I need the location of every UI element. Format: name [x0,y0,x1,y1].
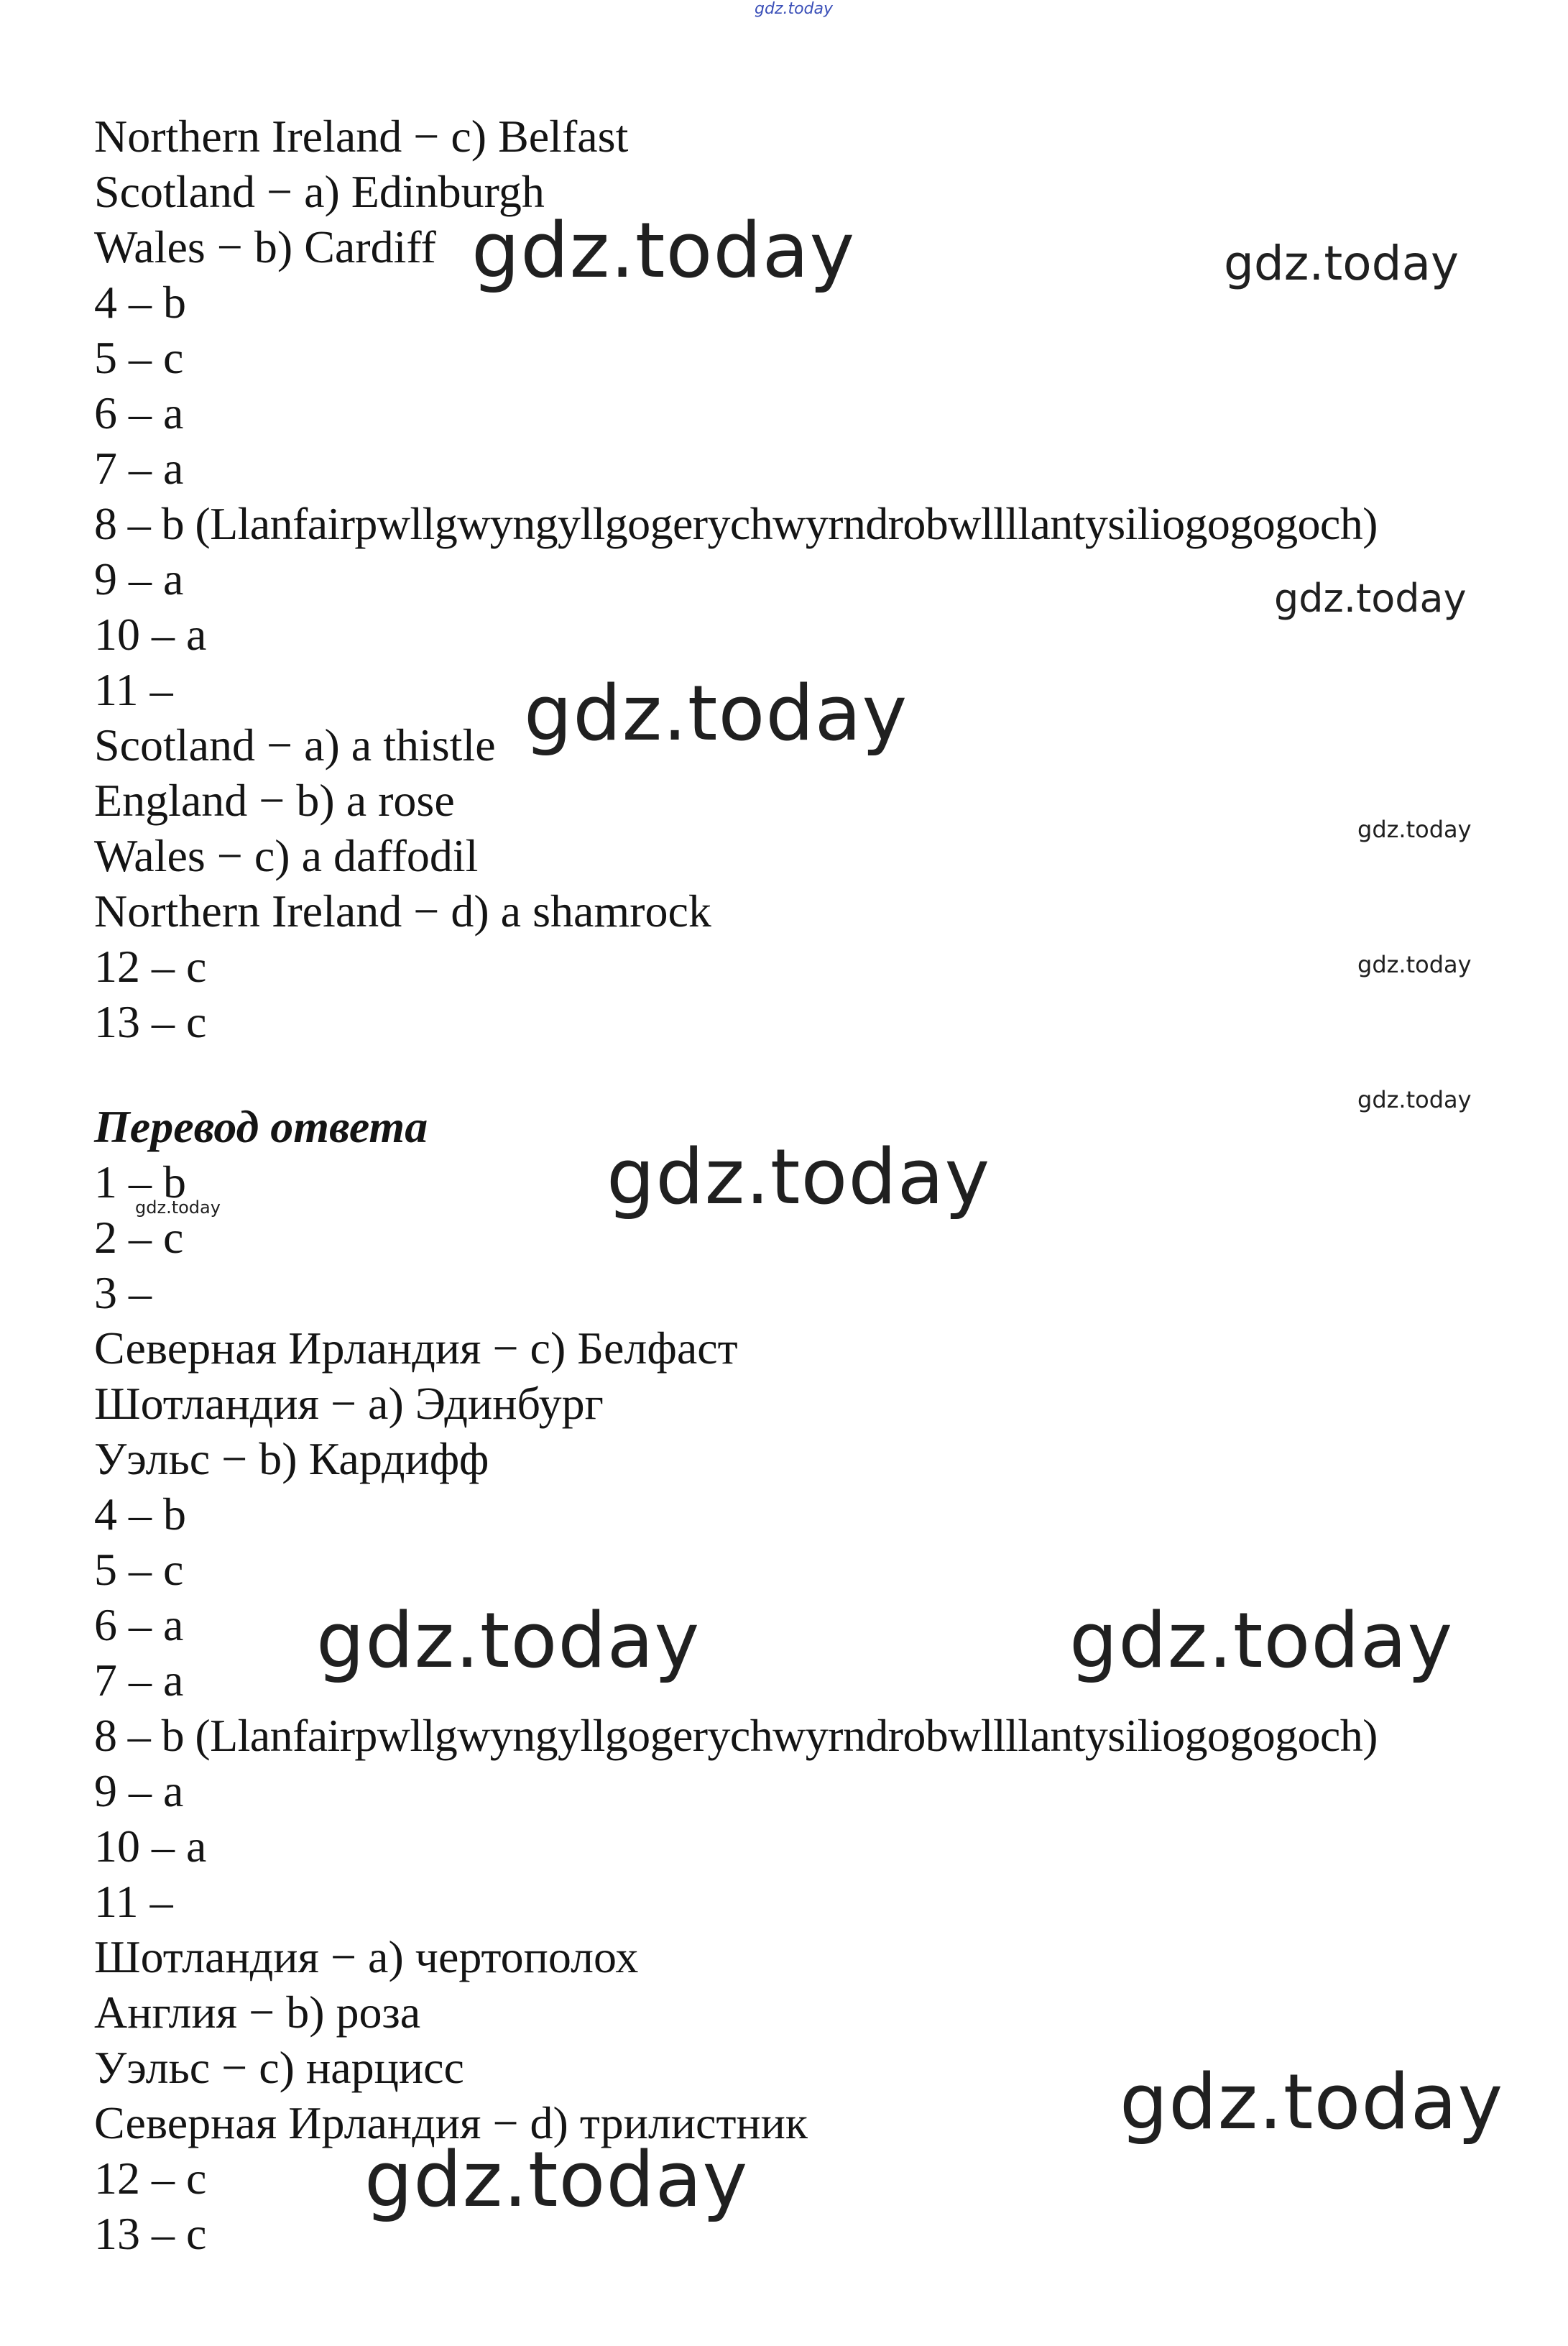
watermark: gdz.today [1274,576,1467,621]
translation-line: 7 – a [94,1655,184,1706]
translation-line: 4 – b [94,1489,186,1540]
translation-line: 9 – a [94,1765,184,1816]
translation-heading: Перевод ответа [94,1101,428,1152]
watermark: gdz.today [1357,816,1472,843]
answer-line: Northern Ireland − c) Belfast [94,111,629,162]
translation-line: 11 – [94,1876,173,1927]
answer-line: 10 – a [94,609,207,660]
translation-line: Северная Ирландия − d) трилистник [94,2097,808,2148]
translation-line: 2 – c [94,1212,184,1263]
translation-line: 6 – a [94,1599,184,1650]
answer-line: 4 – b [94,277,186,328]
answer-line: Scotland − a) Edinburgh [94,166,545,217]
answer-line: Scotland − a) a thistle [94,719,496,770]
watermark-top: gdz.today [755,0,834,18]
watermark: gdz.today [1224,236,1459,291]
translation-line: 12 – c [94,2153,207,2204]
translation-line: 1 – b [94,1156,186,1208]
translation-line: Шотландия − а) Эдинбург [94,1378,604,1429]
watermark: gdz.today [524,669,908,758]
translation-line: Шотландия − а) чертополох [94,1931,639,1982]
answer-line: 9 – a [94,553,184,604]
watermark: gdz.today [1069,1596,1454,1685]
translation-line: 13 – c [94,2208,207,2259]
translation-line: 10 – a [94,1821,207,1872]
watermark: gdz.today [471,206,856,295]
watermark: gdz.today [1357,951,1472,978]
answer-line: 11 – [94,664,173,715]
answer-line: 5 – c [94,332,184,383]
watermark: gdz.today [316,1596,701,1685]
answer-line: Northern Ireland − d) a shamrock [94,886,711,937]
watermark: gdz.today [607,1133,991,1221]
watermark: gdz.today [1120,2058,1504,2146]
answer-line: 13 – c [94,996,207,1047]
answer-line: Wales − c) a daffodil [94,830,479,881]
watermark: gdz.today [1357,1086,1472,1113]
answer-line: Wales − b) Cardiff [94,221,436,272]
translation-line: 3 – [94,1267,152,1318]
answer-line: England − b) a rose [94,775,455,826]
translation-line: Уэльс − c) нарцисс [94,2042,464,2093]
translation-line: 8 – b (Llanfairpwllgwyngyllgogerychwyrndrobwllllantysiliogogogoch) [94,1710,1378,1761]
answer-line: 8 – b (Llanfairpwllgwyngyllgogerychwyrndrobwllllantysiliogogogoch) [94,498,1378,549]
translation-line: Уэльс − b) Кардифф [94,1433,489,1484]
watermark: gdz.today [364,2135,749,2224]
translation-line: 5 – c [94,1544,184,1595]
watermark: gdz.today [135,1197,221,1218]
answer-line: 12 – c [94,941,207,992]
translation-line: Северная Ирландия − с) Белфаст [94,1322,738,1374]
answer-line: 6 – a [94,387,184,438]
translation-line: Англия − b) роза [94,1987,421,2038]
answer-line: 7 – a [94,443,184,494]
